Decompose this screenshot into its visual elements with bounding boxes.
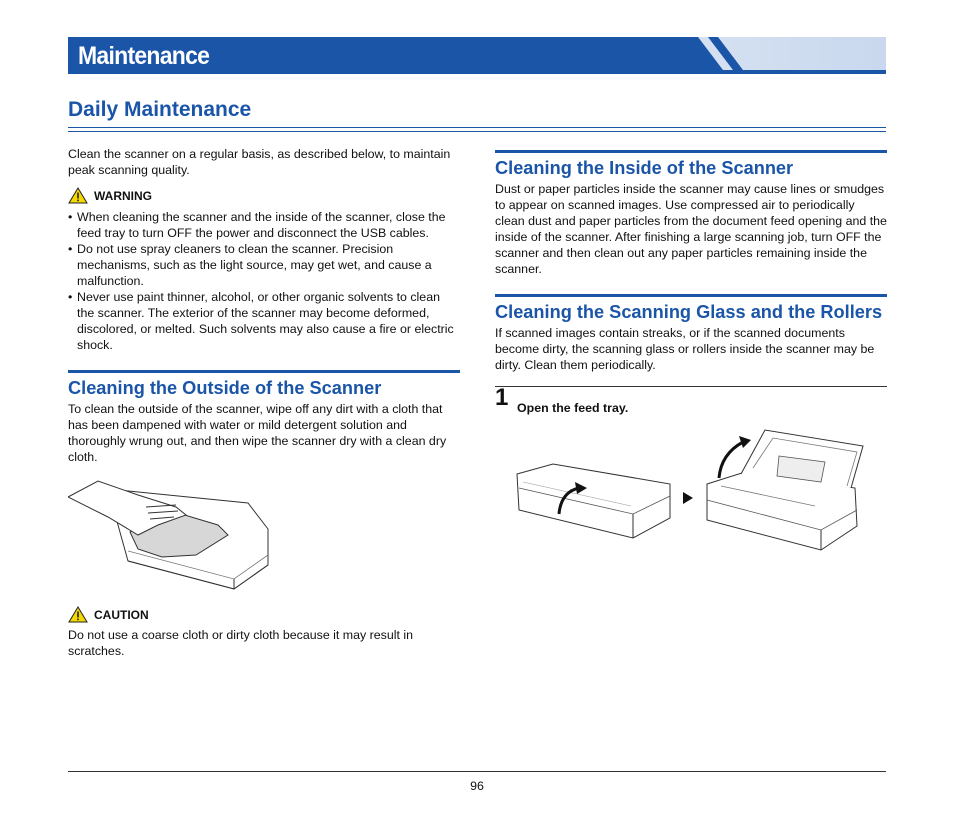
left-column [68,146,460,659]
inside-section [495,150,887,277]
step-text: Open the feed tray. [517,401,629,415]
step-number: 1 [495,384,509,411]
title-rule [68,127,886,128]
caution-heading [68,606,460,623]
warning-icon [68,187,88,204]
caution-label: CAUTION [94,607,149,622]
chapter-banner [68,37,886,74]
list-item: • When cleaning the scanner and the inside of the scanner, close the feed tray to turn OFF the power and disconnect the USB cables. [68,209,460,241]
page-title: Daily Maintenance [68,98,252,121]
list-item: • Never use paint thinner, alcohol, or other organic solvents to clean the scanner. The exterior of the scanner may become deformed, discolored, or melted. Such solvents may also cause a fire or electric shock. [68,289,460,353]
warning-list [68,209,460,353]
caution-icon [68,606,88,623]
warning-heading [68,187,460,204]
section-rule [495,294,887,297]
title-rule-2 [68,131,886,132]
list-item: • Do not use spray cleaners to clean the scanner. Precision mechanisms, such as the light source, may get wet, and cause a malfunction. [68,241,460,289]
glass-body: If scanned images contain streaks, or if the scanned documents become dirty, the scanning glass or rollers inside the scanner may be dirty. Clean them periodically. [495,326,875,372]
section-title-outside: Cleaning the Outside of the Scanner [68,378,382,398]
section-rule [495,150,887,153]
page-number: 96 [470,779,484,793]
footer-rule [68,771,886,772]
intro-text: Clean the scanner on a regular basis, as described below, to maintain peak scanning quality. [68,147,451,177]
section-title-glass: Cleaning the Scanning Glass and the Rollers [495,302,883,322]
inside-body: Dust or paper particles inside the scanner may cause lines or smudges to appear on scanned images. Use compressed air to periodically clean dust and paper particles from the document feed opening and the inside of the scanner. After finishing a large scanning job, turn OFF the scanner and then clean out any paper particles remaining inside the scanner. [495,182,887,276]
open-feed-tray-illustration [495,426,865,571]
right-column [495,150,887,571]
caution-body: Do not use a coarse cloth or dirty cloth because it may result in scratches. [68,628,414,658]
step-rule [495,386,887,387]
arrow-right-icon [683,492,693,504]
warning-label: WARNING [94,188,152,203]
outside-body: To clean the outside of the scanner, wipe off any dirt with a cloth that has been dampened with water or mild detergent solution and thoroughly wrung out, and then wipe the scanner dry with a clean dry cloth. [68,402,447,464]
chapter-title: Maintenance [78,42,210,70]
outside-section [68,370,460,465]
section-title-inside: Cleaning the Inside of the Scanner [495,158,794,178]
wiping-scanner-illustration [68,477,278,592]
step-1 [495,386,887,426]
glass-section [495,294,887,373]
section-rule [68,370,460,373]
